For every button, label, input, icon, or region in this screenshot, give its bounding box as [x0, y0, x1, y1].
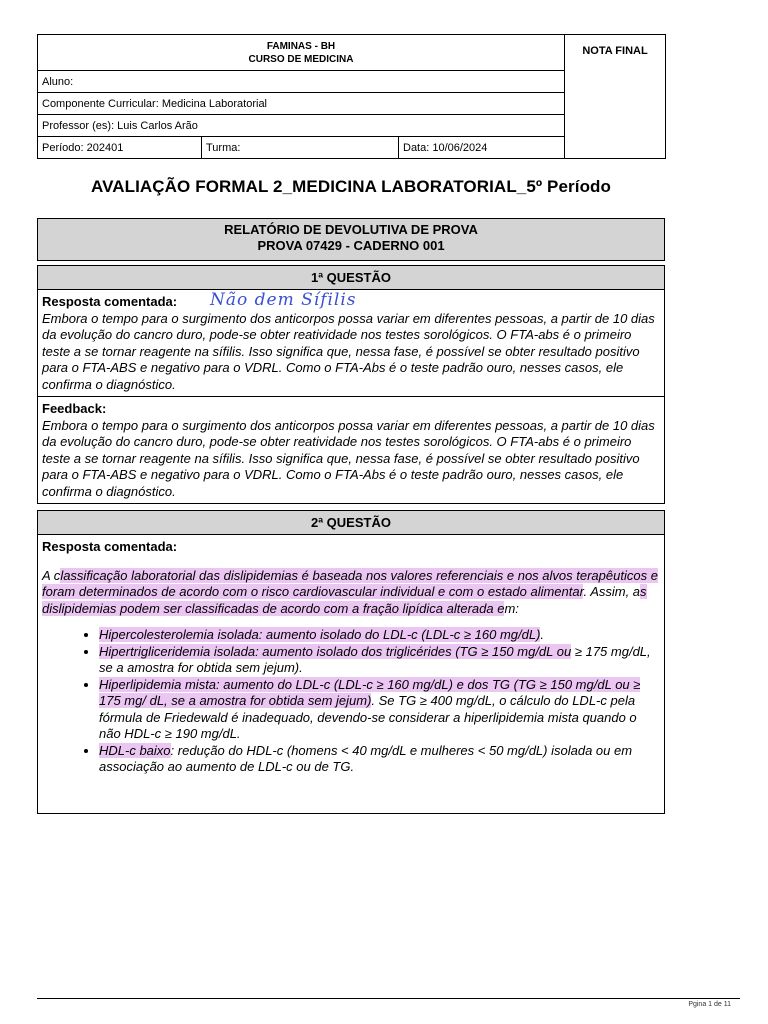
- answer-label: Resposta comentada:: [42, 294, 178, 309]
- data-field: Data: 10/06/2024: [399, 137, 565, 159]
- question-1-heading: 1ª QUESTÃO: [38, 266, 664, 290]
- institution-cell: [38, 35, 565, 71]
- question-1-feedback: [38, 397, 664, 503]
- answer-intro: [42, 568, 660, 618]
- aluno-field: Aluno:: [38, 71, 565, 93]
- nota-final-label: NOTA FINAL: [582, 45, 648, 57]
- footer-divider: [37, 998, 740, 999]
- item-text: . Se TG ≥ 400 mg/dL, o cálculo do LDL-c pela fórmula de Friedewald é inadequado, devendo-se considerar a hiperlipidemia mista quando o não HDL-c ≥ 190 mg/dL.: [99, 693, 637, 741]
- question-2-answer: [38, 535, 664, 779]
- report-banner: [37, 218, 665, 261]
- answer-label: Resposta comentada:: [42, 539, 178, 554]
- page-number: Pgina 1 de 11: [688, 1001, 731, 1008]
- list-item: [99, 677, 660, 743]
- feedback-text: Embora o tempo para o surgimento dos anticorpos possa variar em diferentes pessoas, a partir de 10 dias da evolução do cancro duro, pode-se obter reatividade nos testes sorológicos. O FTA-abs é o primeiro teste a se tornar reagente na sífilis. Isso significa que, nessa fase, é possível se obter resultado positivo para o FTA-ABS e negativo para o VDRL. Como o FTA-Abs é o teste padrão ouro, nesses casos, ele confirma o diagnóstico.: [42, 417, 655, 499]
- handwritten-note: Não dem Sífilis: [210, 290, 357, 310]
- list-item: [99, 627, 660, 644]
- question-2-heading: 2ª QUESTÃO: [38, 511, 664, 535]
- highlighted-text: lassificação laboratorial das dislipidemias é baseada nos valores referenciais e nos alvos terapêuticos e foram determinados de acordo com o risco cardiovascular individual e com o estado alimentar: [42, 567, 658, 599]
- highlighted-text: HDL-c baixo: [99, 742, 171, 758]
- periodo-field: Período: 202401: [38, 137, 202, 159]
- componente-field: Componente Curricular: Medicina Laboratorial: [38, 93, 565, 115]
- report-subtitle: PROVA 07429 - CADERNO 001: [257, 238, 445, 253]
- exam-title: AVALIAÇÃO FORMAL 2_MEDICINA LABORATORIAL_5º Período: [90, 177, 612, 196]
- feedback-label: Feedback:: [42, 401, 107, 416]
- item-text: : redução do HDL-c (homens < 40 mg/dL e mulheres < 50 mg/dL) isolada ou em associação ao aumento de LDL-c ou de TG.: [99, 742, 633, 774]
- item-text: .: [540, 627, 545, 642]
- highlighted-text: s dislipidemias podem ser classificadas de acordo com a fração lipídica alterada e: [42, 584, 647, 616]
- item-text: ≥ 175 mg/dL, se a amostra for obtida sem jejum).: [99, 643, 651, 675]
- report-title: RELATÓRIO DE DEVOLUTIVA DE PROVA: [224, 222, 478, 237]
- professor-field: Professor (es): Luis Carlos Arão: [38, 115, 565, 137]
- dyslipidemia-list: [42, 627, 660, 776]
- header-table: [37, 34, 666, 159]
- turma-field: Turma:: [202, 137, 399, 159]
- list-item: [99, 743, 660, 776]
- highlighted-text: Hipertrigliceridemia isolada: aumento isolado dos triglicérides (TG ≥ 150 mg/dL ou: [99, 643, 572, 659]
- intro-text: A c: [42, 567, 61, 583]
- question-2-section: [37, 510, 665, 814]
- nota-final-cell: [565, 35, 666, 159]
- course-name: CURSO DE MEDICINA: [248, 53, 354, 65]
- list-item: [99, 644, 660, 677]
- answer-text: Embora o tempo para o surgimento dos anticorpos possa variar em diferentes pessoas, a partir de 10 dias da evolução do cancro duro, pode-se obter reatividade nos testes sorológicos. O FTA-abs é o primeiro teste a se tornar reagente na sífilis. Isso significa que, nessa fase, é possível se obter resultado positivo para o FTA-ABS e negativo para o VDRL. Como o FTA-Abs é o teste padrão ouro, nesses casos, ele confirma o diagnóstico.: [42, 310, 655, 392]
- highlighted-text: Hiperlipidemia mista: aumento do LDL-c (LDL-c ≥ 160 mg/dL) e dos TG (TG ≥ 150 mg/dL ou ≥ 175 mg/ dL, se a amostra for obtida sem jejum): [99, 676, 641, 708]
- school-name: FAMINAS - BH: [266, 40, 336, 52]
- highlighted-text: Hipercolesterolemia isolada: aumento isolado do LDL-c (LDL-c ≥ 160 mg/dL): [99, 627, 541, 642]
- intro-text: . Assim, a: [583, 584, 641, 599]
- intro-text: m:: [504, 600, 519, 616]
